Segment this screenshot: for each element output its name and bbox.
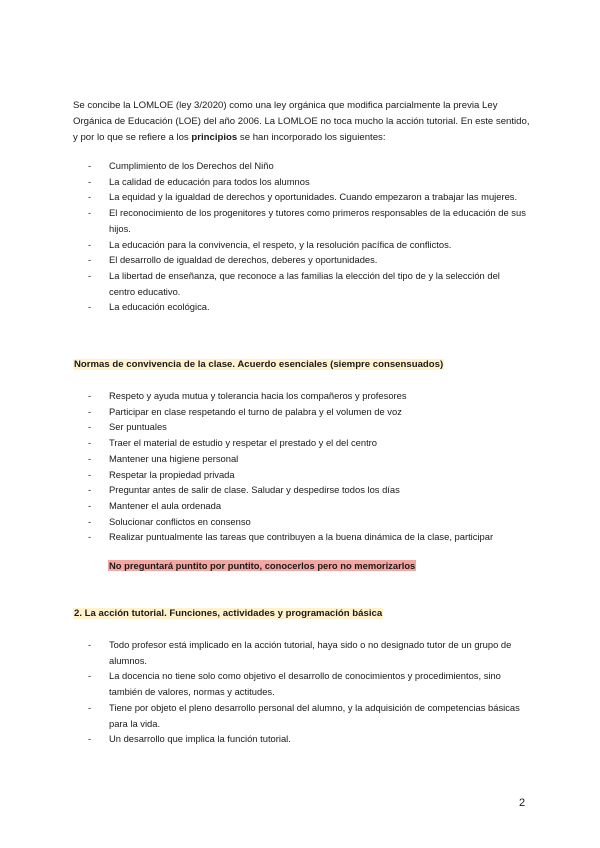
list-item: - Preguntar antes de salir de clase. Saludar y despedirse todos los días	[88, 482, 528, 498]
list-item: - Cumplimiento de los Derechos del Niño	[88, 158, 528, 174]
warning-note	[108, 559, 416, 573]
section-heading	[73, 607, 383, 621]
list-item: - La calidad de educación para todos los alumnos	[88, 174, 528, 190]
list-item: - Tiene por objeto el pleno desarrollo personal del alumno, y la adquisición de competencias básicas para la vida.	[88, 700, 528, 731]
intro-text-start: Se concibe la LOMLOE (ley 3/2020) como una ley orgánica que modifica parcialmente la previa Ley Orgánica de Educación (LOE) del año 2006. La LOMLOE no toca mucho la acción tutorial. En este sentido, y por lo que se refiere a los	[73, 100, 530, 143]
list-item: - Solucionar conflictos en consenso	[88, 514, 528, 530]
list-item: - La docencia no tiene solo como objetivo el desarrollo de conocimientos y procedimientos, sino también de valores, normas y actitudes.	[88, 668, 528, 699]
list-item: - El desarrollo de igualdad de derechos, deberes y oportunidades.	[88, 252, 528, 268]
list-item: - El reconocimiento de los progenitores y tutores como primeros responsables de la educación de sus hijos.	[88, 205, 528, 236]
principles-list	[88, 158, 528, 315]
list-item: - Participar en clase respetando el turno de palabra y el volumen de voz	[88, 404, 528, 420]
norms-heading	[73, 358, 444, 372]
list-item: - La libertad de enseñanza, que reconoce a las familias la elección del tipo de y la selección del centro educativo.	[88, 268, 528, 299]
list-item: - Traer el material de estudio y respetar el prestado y el del centro	[88, 435, 528, 451]
intro-text-end: se han incorporado los siguientes:	[237, 132, 386, 143]
warning-note-text: No preguntará puntito por puntito, conocerlos pero no memorizarlos	[109, 560, 416, 571]
list-item: - Un desarrollo que implica la función tutorial.	[88, 731, 528, 747]
list-item: - Realizar puntualmente las tareas que contribuyen a la buena dinámica de la clase, participar	[88, 529, 528, 545]
list-item: - La educación para la convivencia, el respeto, y la resolución pacífica de conflictos.	[88, 237, 528, 253]
list-item: - Respetar la propiedad privada	[88, 467, 528, 483]
page-number: 2	[519, 797, 526, 809]
list-item: - Respeto y ayuda mutua y tolerancia hacia los compañeros y profesores	[88, 388, 528, 404]
intro-paragraph	[73, 98, 533, 146]
list-item: - Mantener una higiene personal	[88, 451, 528, 467]
section-heading-text: 2. La acción tutorial. Funciones, actividades y programación básica	[74, 608, 383, 619]
list-item: - Ser puntuales	[88, 419, 528, 435]
norms-heading-text: Normas de convivencia de la clase. Acuerdo esenciales (siempre consensuados)	[74, 359, 444, 370]
list-item: - Mantener el aula ordenada	[88, 498, 528, 514]
list-item: - Todo profesor está implicado en la acción tutorial, haya sido o no designado tutor de un grupo de alumnos.	[88, 637, 528, 668]
list-item: - La educación ecológica.	[88, 299, 528, 315]
list-item: - La equidad y la igualdad de derechos y oportunidades. Cuando empezaron a trabajar las mujeres.	[88, 189, 528, 205]
intro-bold-term: principios	[191, 132, 238, 143]
norms-list	[88, 388, 528, 545]
tutorial-list	[88, 637, 528, 747]
